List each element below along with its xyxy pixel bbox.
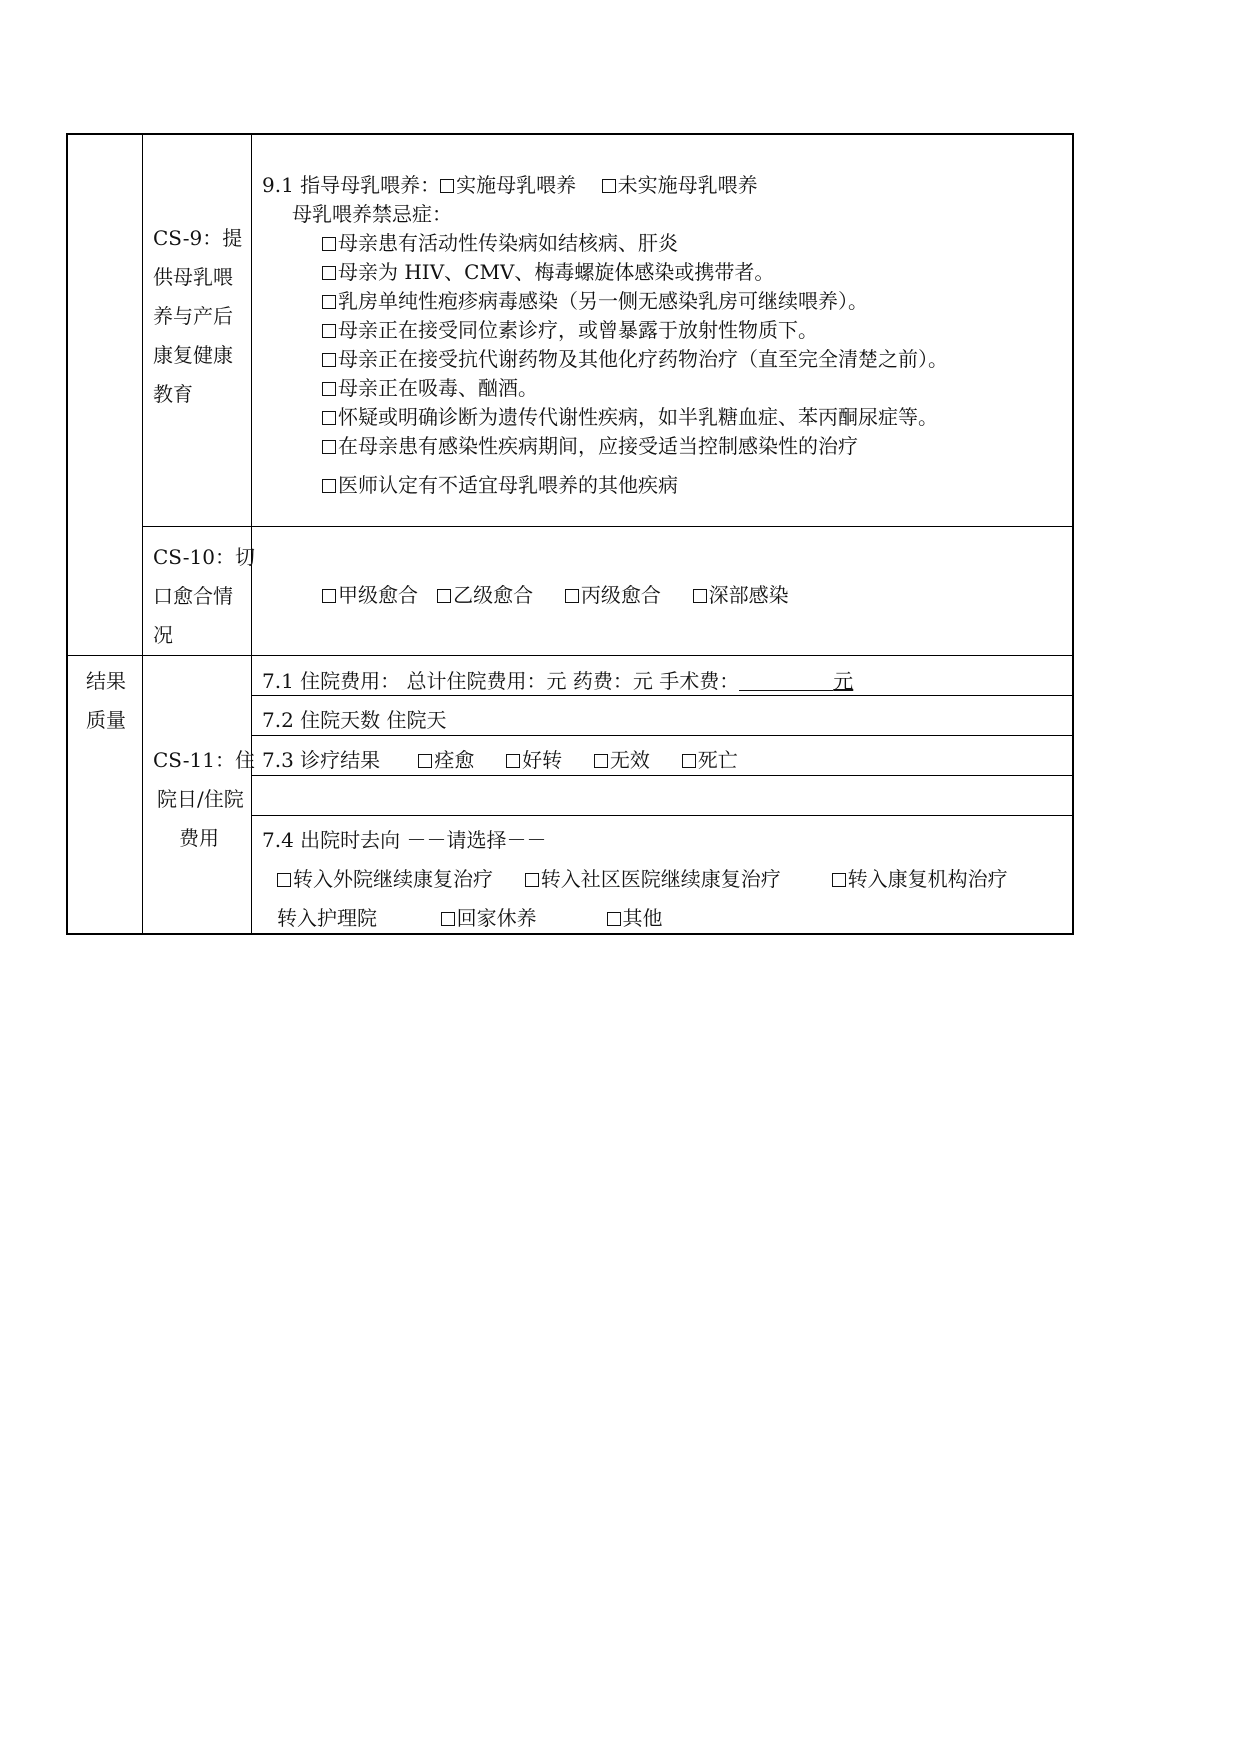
row-divider-73 [251,775,1073,776]
contraindication-item [322,231,678,255]
result-label-line: 质量 [86,708,126,732]
option-label: 痊愈 [434,748,475,772]
option-label: 深部感染 [708,583,789,607]
contraindication-text: 医师认定有不适宜母乳喂养的其他疾病 [338,473,678,497]
treatment-result-row [262,748,738,772]
checkbox-contraindication[interactable] [322,295,336,309]
cs11-label-line: 费用 [179,826,219,850]
wound-healing-options [322,583,789,607]
option-label: 好转 [522,748,563,772]
checkbox-healing-grade-a[interactable] [322,589,336,603]
hospital-cost-row [262,669,853,693]
checkbox-ineffective[interactable] [594,754,608,768]
checkbox-contraindication[interactable] [322,237,336,251]
contraindication-item [322,405,938,429]
option-label: 甲级愈合 [338,583,418,607]
contraindication-text: 母亲患有活动性传染病如结核病、肝炎 [338,231,678,255]
discharge-options-line1 [277,867,1008,891]
contraindication-item [322,376,538,400]
option-label-nursing-home: 转入护理院 [277,906,377,930]
option-label: 乙级愈合 [453,583,534,607]
contraindication-item [322,347,948,371]
contraindication-item [322,318,818,342]
row-divider-72 [251,735,1073,736]
row-divider-cs10 [142,526,1073,527]
table-border-left [66,133,68,935]
checkbox-breastfeeding-yes[interactable] [440,179,454,193]
option-label: 转入社区医院继续康复治疗 [540,867,781,891]
contraindication-title: 母乳喂养禁忌症： [292,202,452,226]
option-label: 转入康复机构治疗 [847,867,1008,891]
cs10-label-line: 况 [153,623,173,647]
contraindication-item [322,434,858,458]
checkbox-transfer-other-hospital[interactable] [277,873,291,887]
checkbox-improved[interactable] [506,754,520,768]
hospital-cost-label: 7.1 住院费用： 总计住院费用：元 药费：元 手术费： [262,669,740,693]
contraindication-text: 在母亲患有感染性疾病期间，应接受适当控制感染性的治疗 [338,434,858,458]
checkbox-death[interactable] [682,754,696,768]
row-divider-blank [251,815,1073,816]
cs9-breastfeeding-question [262,173,758,197]
checkbox-contraindication[interactable] [322,382,336,396]
option-label: 丙级愈合 [580,583,661,607]
checkbox-contraindication[interactable] [322,324,336,338]
column-divider-2 [251,133,252,934]
contraindication-text: 乳房单纯性疱疹病毒感染（另一侧无感染乳房可继续喂养）。 [338,289,868,313]
checkbox-transfer-community-hospital[interactable] [525,873,539,887]
contraindication-item [322,473,678,497]
checkbox-other[interactable] [607,912,621,926]
row-divider-result [66,655,1073,656]
row-divider-71 [251,695,1073,696]
surgery-fee-unit: 元 [833,669,854,693]
cs9-label-line: CS-9：提 [153,226,243,250]
checkbox-contraindication[interactable] [322,353,336,367]
cs10-label-line: 口愈合情 [153,584,233,608]
contraindication-item [322,289,868,313]
column-divider-1 [142,133,143,934]
checkbox-transfer-rehab-institution[interactable] [832,873,846,887]
checkbox-contraindication[interactable] [322,440,336,454]
table-border-bottom [66,933,1074,935]
cs9-label-line: 养与产后 [153,304,233,328]
cs11-label-line: CS-11：住 [153,748,255,772]
option-label: 未实施母乳喂养 [617,173,758,197]
contraindication-text: 怀疑或明确诊断为遗传代谢性疾病，如半乳糖血症、苯丙酮尿症等。 [338,405,938,429]
hospital-days-row: 7.2 住院天数 住院天 [262,708,447,732]
surgery-fee-blank[interactable] [739,670,833,691]
cs10-label-line: CS-10：切 [153,545,255,569]
checkbox-healing-grade-c[interactable] [565,589,579,603]
cs11-label-line: 院日/住院 [157,787,244,811]
option-label: 实施母乳喂养 [456,173,577,197]
cs9-title: 9.1 指导母乳喂养： [262,173,441,197]
checkbox-breastfeeding-no[interactable] [602,179,616,193]
contraindication-text: 母亲为 HIV、CMV、梅毒螺旋体感染或携带者。 [338,260,775,284]
contraindication-text: 母亲正在吸毒、酗酒。 [338,376,538,400]
discharge-options-line2 [277,906,663,930]
contraindication-text: 母亲正在接受抗代谢药物及其他化疗药物治疗（直至完全清楚之前）。 [338,347,948,371]
treatment-result-label: 7.3 诊疗结果 [262,748,381,772]
option-label: 死亡 [697,748,738,772]
discharge-destination-title: 7.4 出院时去向 －－请选择－－ [262,828,547,852]
checkbox-home-rest[interactable] [441,912,455,926]
contraindication-text: 母亲正在接受同位素诊疗，或曾暴露于放射性物质下。 [338,318,818,342]
contraindication-item [322,260,774,284]
cs9-label-line: 教育 [153,382,193,406]
checkbox-contraindication[interactable] [322,411,336,425]
checkbox-cured[interactable] [418,754,432,768]
checkbox-contraindication[interactable] [322,266,336,280]
cs9-label-line: 供母乳喂 [153,265,233,289]
checkbox-contraindication[interactable] [322,479,336,493]
table-border-top [66,133,1074,135]
option-label: 无效 [609,748,650,772]
result-label-line: 结果 [86,669,126,693]
cs9-label-line: 康复健康 [153,343,233,367]
checkbox-healing-grade-b[interactable] [437,589,451,603]
checkbox-deep-infection[interactable] [693,589,707,603]
option-label: 转入外院继续康复治疗 [293,867,493,891]
option-label: 回家休养 [456,906,537,930]
option-label: 其他 [622,906,663,930]
